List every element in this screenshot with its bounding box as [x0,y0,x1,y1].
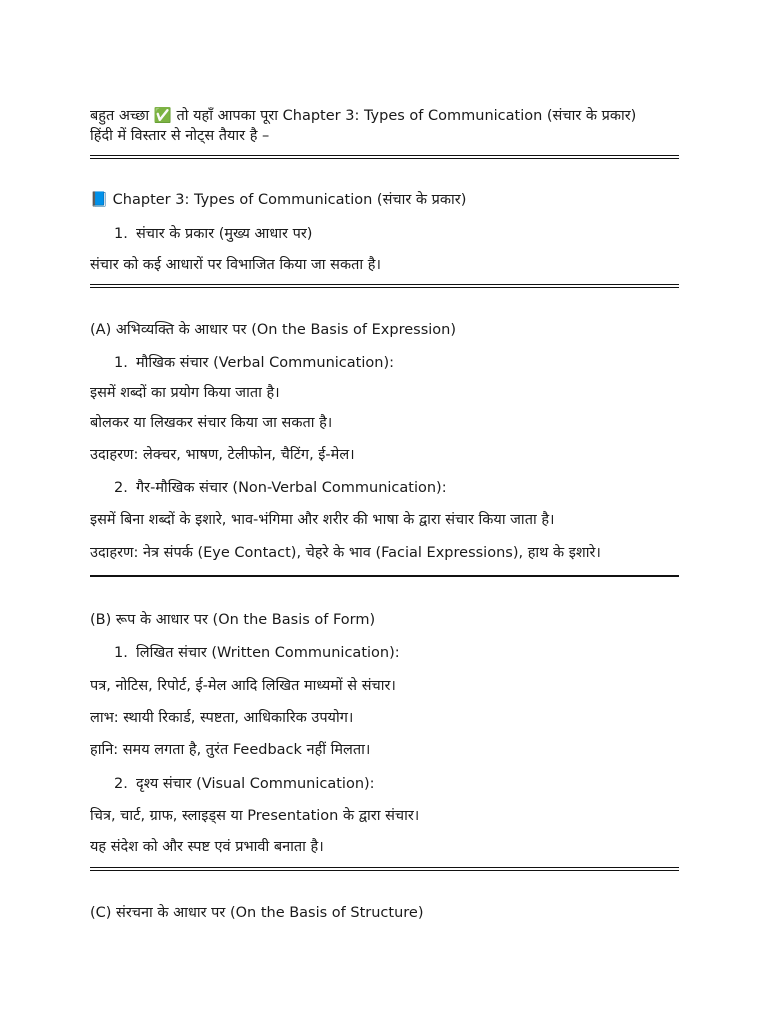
section-b-heading: (B) रूप के आधार पर (On the Basis of Form) [90,612,376,628]
list-title: गैर-मौखिक संचार (Non-Verbal Communication): [136,480,447,496]
list-number: 2. [114,776,128,792]
paragraph-line: उदाहरण: लेक्चर, भाषण, टेलीफोन, चैटिंग, ई-मेल। [90,447,355,463]
paragraph-line: यह संदेश को और स्पष्ट एवं प्रभावी बनाता है। [90,839,324,855]
section-a-heading: (A) अभिव्यक्ति के आधार पर (On the Basis of Expression) [90,322,456,338]
section-b-item-1-title [114,643,400,663]
list-title: मौखिक संचार (Verbal Communication): [136,355,394,371]
section-b-item-2-title [114,774,375,794]
paragraph-line: चित्र, चार्ट, ग्राफ, स्लाइड्स या Presentation के द्वारा संचार। [90,808,420,824]
section-a-item-2-title [114,478,447,498]
list-number: 2. [114,480,128,496]
divider [90,284,679,288]
list-title: दृश्य संचार (Visual Communication): [136,776,375,792]
section-a-item-1-title [114,353,394,373]
list-title: संचार के प्रकार (मुख्य आधार पर) [136,226,313,242]
paragraph-line: उदाहरण: नेत्र संपर्क (Eye Contact), चेहरे के भाव (Facial Expressions), हाथ के इशारे। [90,545,601,561]
section-1-title [114,224,312,244]
paragraph-line: हानि: समय लगता है, तुरंत Feedback नहीं मिलता। [90,742,371,758]
list-number: 1. [114,645,128,661]
divider [90,155,679,159]
paragraph-line: इसमें बिना शब्दों के इशारे, भाव-भंगिमा और शरीर की भाषा के द्वारा संचार किया जाता है। [90,512,555,528]
section-1-text: संचार को कई आधारों पर विभाजित किया जा सकता है। [90,257,381,273]
paragraph-line: लाभ: स्थायी रिकार्ड, स्पष्टता, आधिकारिक उपयोग। [90,710,354,726]
divider [90,575,679,577]
intro-line-2: हिंदी में विस्तार से नोट्स तैयार है – [90,128,270,144]
list-number: 1. [114,226,128,242]
divider [90,867,679,871]
section-c-heading: (C) संरचना के आधार पर (On the Basis of Structure) [90,905,424,921]
intro-line-1: बहुत अच्छा ✅ तो यहाँ आपका पूरा Chapter 3: Types of Communication (संचार के प्रकार) [90,108,637,124]
paragraph-line: पत्र, नोटिस, रिपोर्ट, ई-मेल आदि लिखित माध्यमों से संचार। [90,678,396,694]
list-number: 1. [114,355,128,371]
paragraph-line: इसमें शब्दों का प्रयोग किया जाता है। [90,385,280,401]
paragraph-line: बोलकर या लिखकर संचार किया जा सकता है। [90,415,333,431]
list-title: लिखित संचार (Written Communication): [136,645,400,661]
chapter-heading: 📘 Chapter 3: Types of Communication (संचार के प्रकार) [90,192,467,208]
